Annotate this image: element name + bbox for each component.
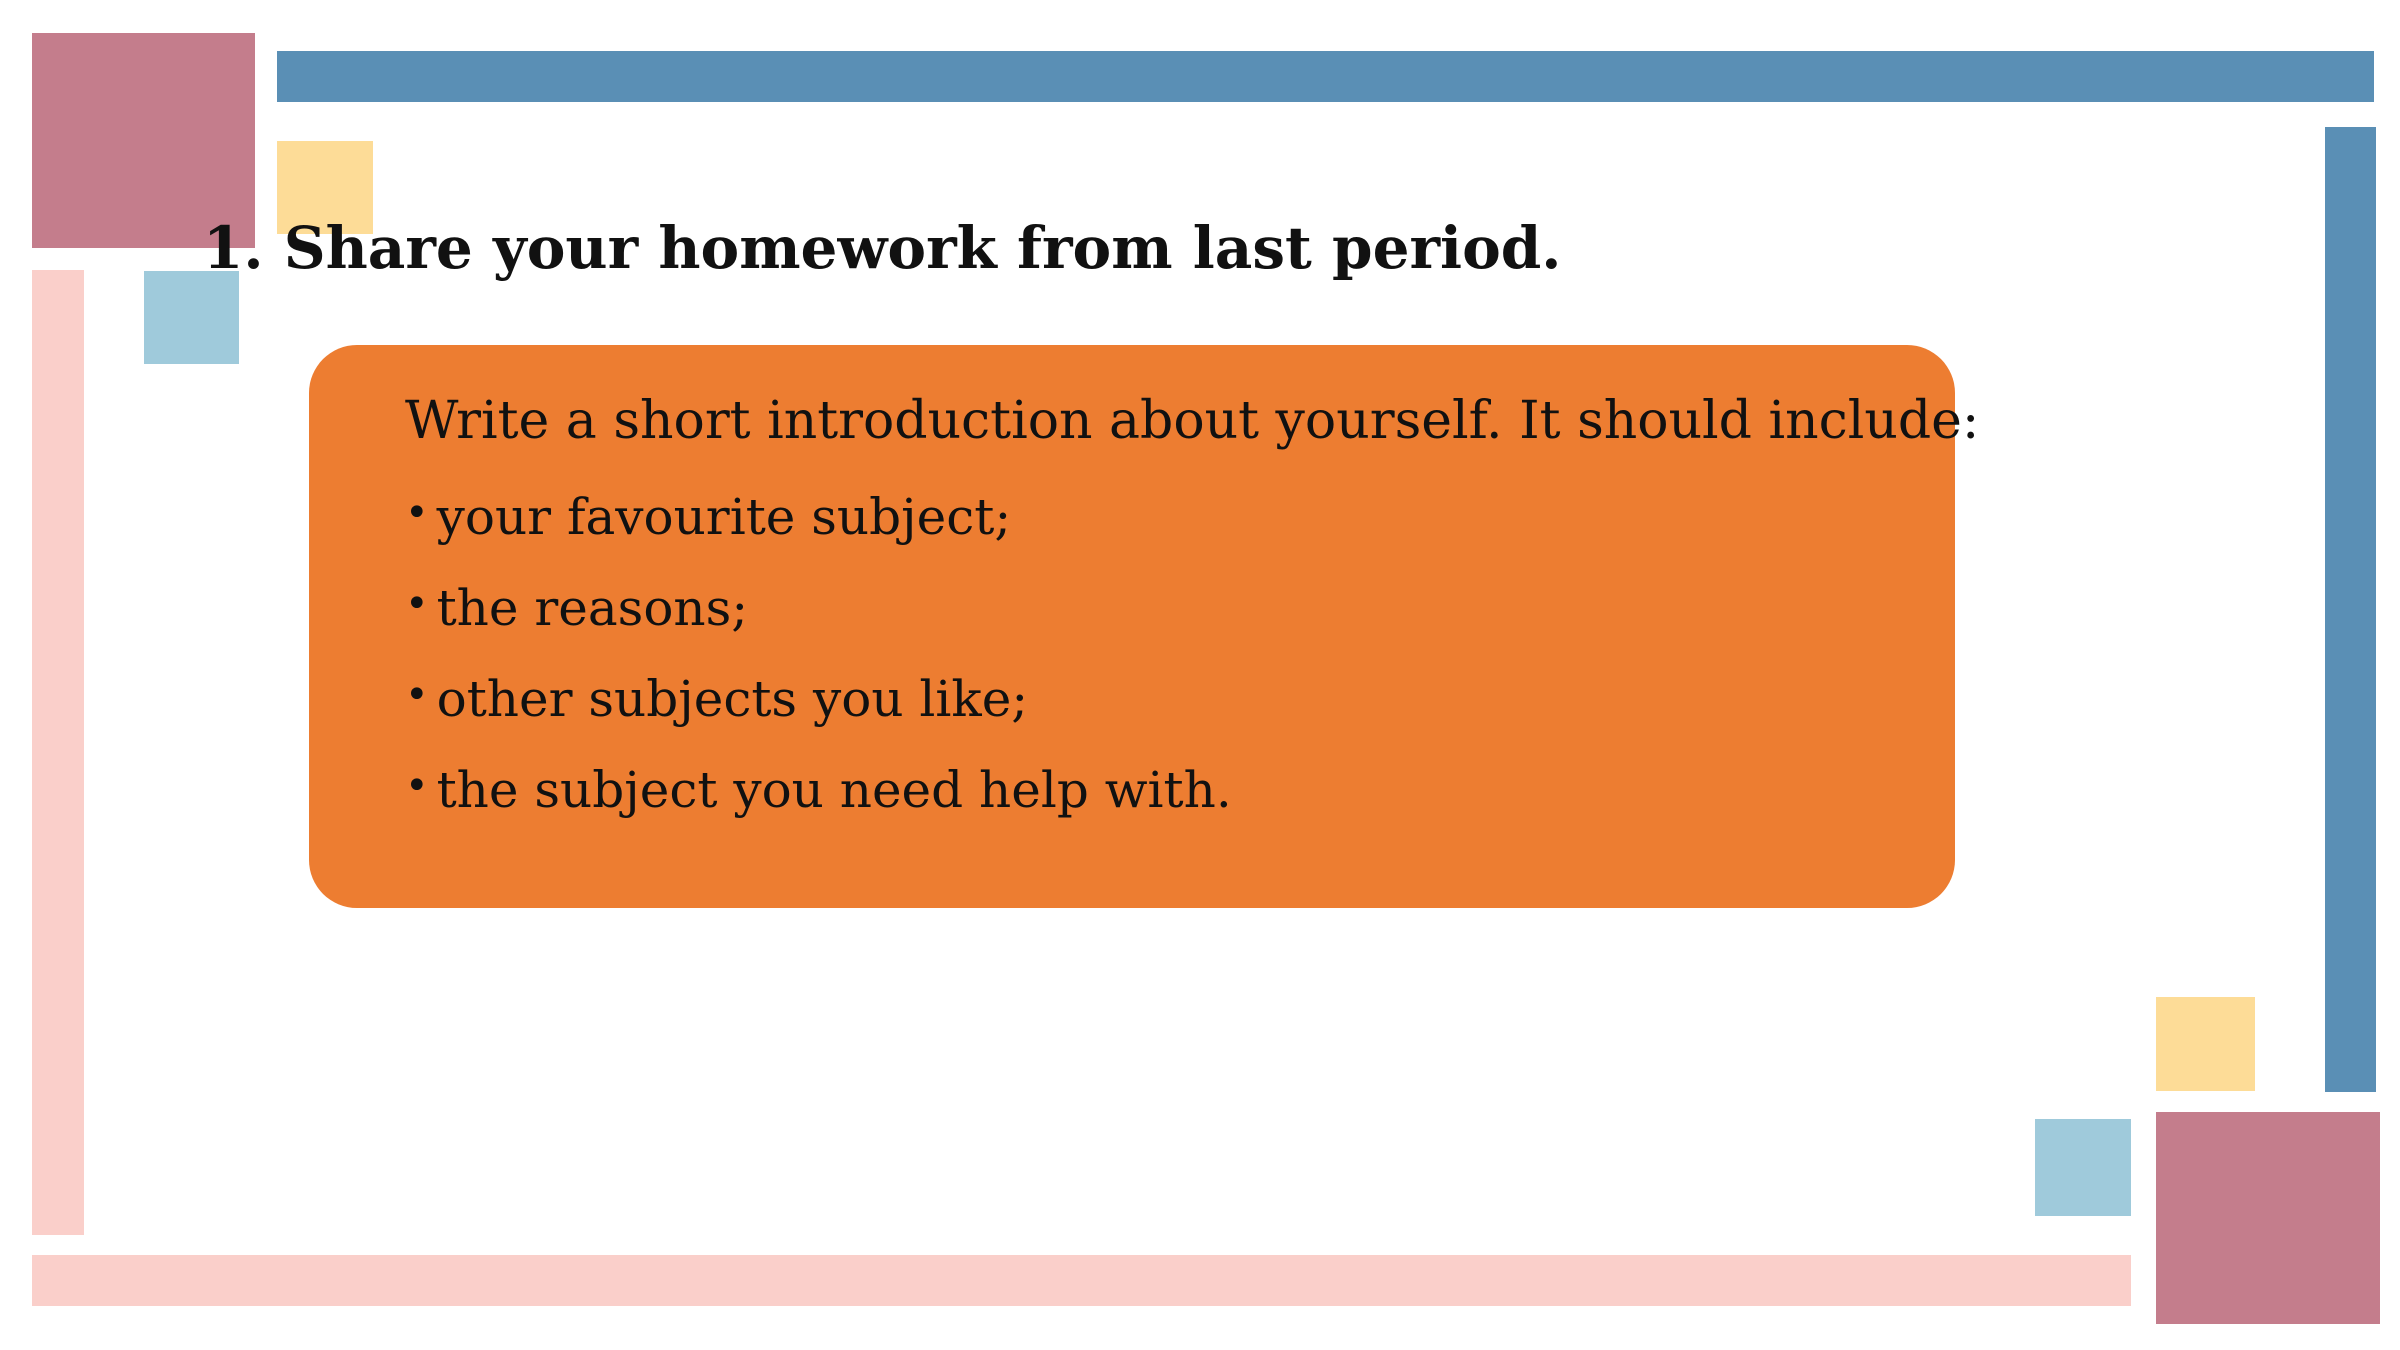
bullet-icon: • (405, 581, 429, 627)
task-box (309, 345, 1980, 908)
list-item (405, 652, 1955, 743)
task-list (405, 470, 1955, 834)
left-pink-bar (32, 270, 84, 1235)
bottom-right-rose-square (2156, 1112, 2380, 1324)
bullet-icon: • (405, 763, 429, 809)
list-item (405, 470, 1955, 561)
bullet-icon: • (405, 672, 429, 718)
list-item (405, 743, 1955, 834)
bullet-icon: • (405, 490, 429, 536)
list-item (405, 561, 1955, 652)
top-blue-bar (277, 51, 2374, 102)
bottom-right-blue-square (2035, 1119, 2131, 1216)
task-intro: Write a short introduction about yourself. It should include: (405, 391, 1980, 451)
list-item-text: your favourite subject; (436, 488, 1012, 546)
bottom-pink-bar (32, 1255, 2131, 1306)
list-item-text: the subject you need help with. (436, 761, 1232, 819)
bottom-right-yellow-square (2156, 997, 2255, 1091)
right-blue-bar (2325, 127, 2376, 1092)
list-item-text: the reasons; (436, 579, 749, 637)
list-item-text: other subjects you like; (436, 670, 1029, 728)
slide-title: 1. Share your homework from last period. (203, 214, 1562, 282)
